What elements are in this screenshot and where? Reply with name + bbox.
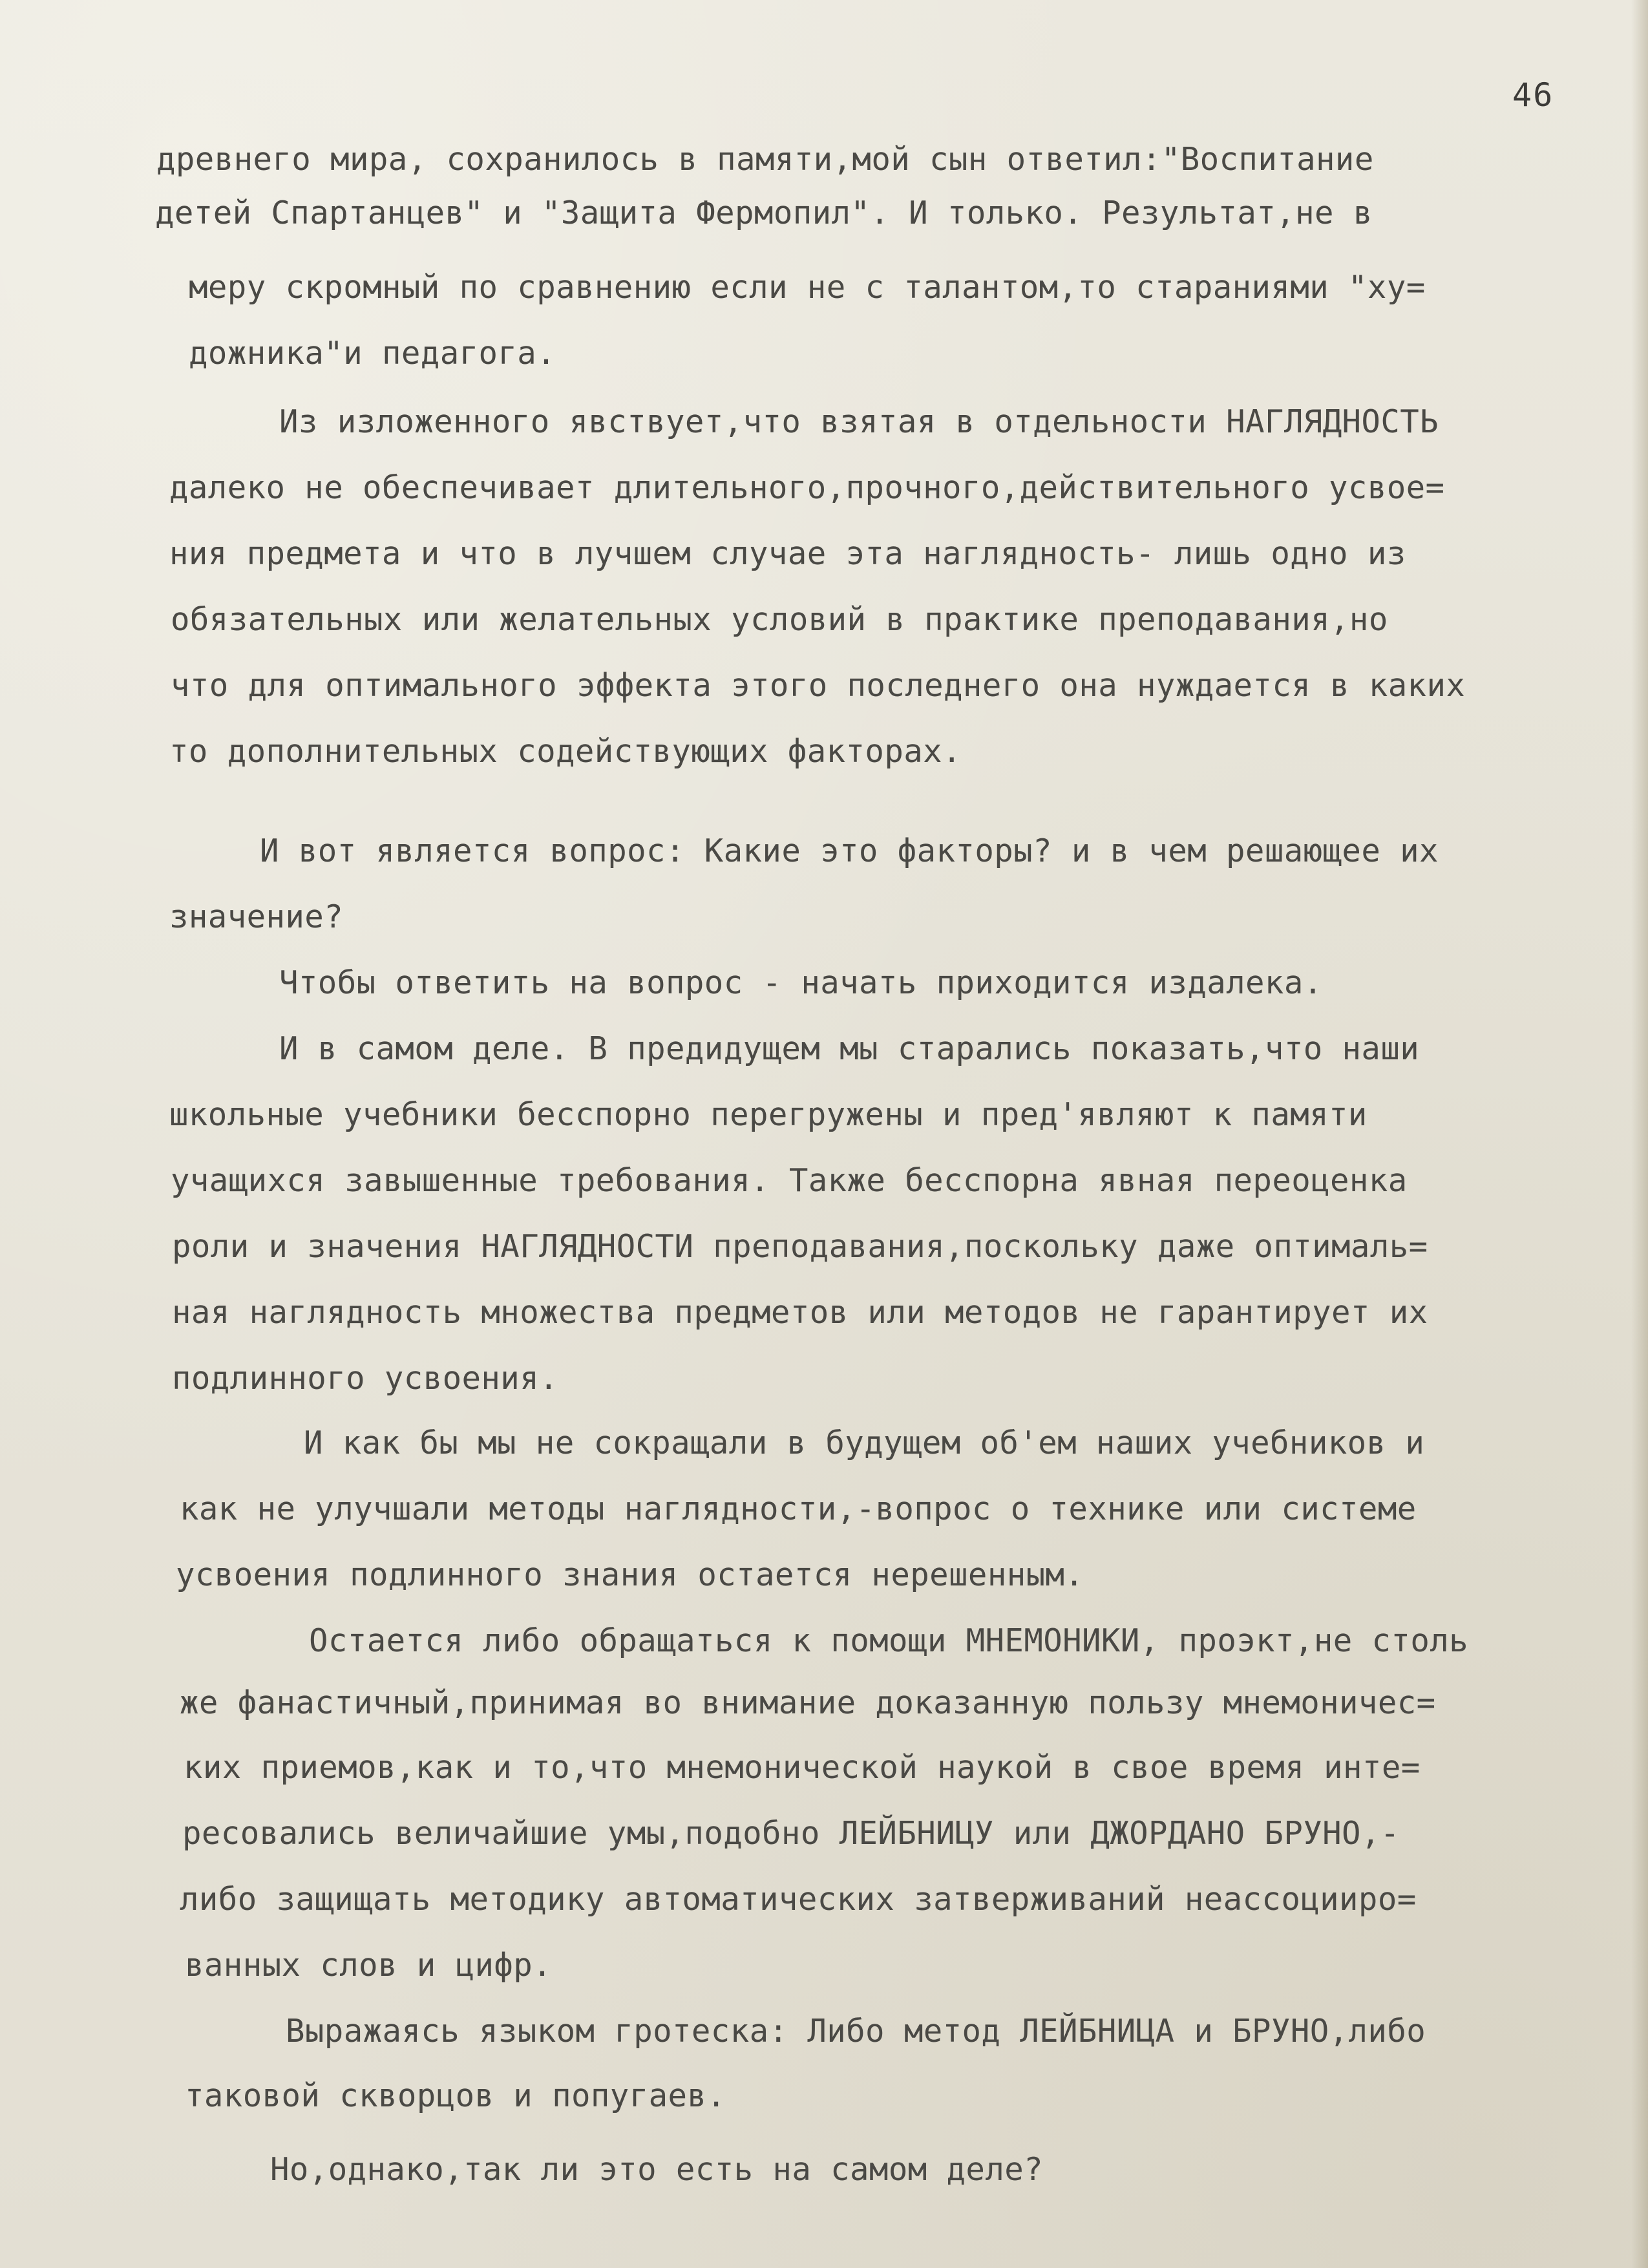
text-line: Выражаясь языком гротеска: Либо метод ЛЕЙБНИЦА и БРУНО,либо <box>286 2013 1426 2050</box>
text-line: детей Спартанцев" и "Защита Фермопил". И только. Результат,не в <box>155 195 1373 231</box>
text-line: ванных слов и цифр. <box>185 1947 553 1984</box>
text-line: ресовались величайшие умы,подобно ЛЕЙБНИЦУ или ДЖОРДАНО БРУНО,- <box>182 1815 1400 1852</box>
text-line: школьные учебники бесспорно перегружены и пред'являют к памяти <box>169 1096 1368 1133</box>
text-line: меру скромный по сравнению если не с талантом,то стараниями "ху= <box>189 269 1426 306</box>
text-line: дожника"и педагога. <box>189 335 556 372</box>
text-line: что для оптимального эффекта этого последнего она нуждается в каких <box>171 667 1466 704</box>
text-line: ких приемов,как и то,что мнемонической наукой в свое время инте= <box>184 1749 1421 1786</box>
text-line: древнего мира, сохранилось в памяти,мой сын ответил:"Воспитание <box>156 141 1374 178</box>
text-line: учащихся завышенные требования. Также бесспорна явная переоценка <box>171 1162 1408 1199</box>
text-line: то дополнительных содействующих факторах. <box>169 733 962 770</box>
text-line: далеко не обеспечивает длительного,прочного,действительного усвое= <box>169 469 1445 506</box>
text-line: роли и значения НАГЛЯДНОСТИ преподавания,поскольку даже оптималь= <box>172 1228 1428 1265</box>
text-line: значение? <box>169 898 344 935</box>
text-line: таковой скворцов и попугаев. <box>185 2077 726 2114</box>
text-line: обязательных или желательных условий в практике преподавания,но <box>171 601 1388 638</box>
text-line: же фанастичный,принимая во внимание доказанную пользу мнемоничес= <box>180 1684 1436 1721</box>
text-line: Из изложенного явствует,что взятая в отдельности НАГЛЯДНОСТЬ <box>279 403 1439 440</box>
text-line: ная наглядность множества предметов или методов не гарантирует их <box>172 1294 1428 1331</box>
text-line: Чтобы ответить на вопрос - начать приходится издалека. <box>279 964 1323 1001</box>
paper-edge-shadow <box>1631 0 1648 2268</box>
text-line: И как бы мы не сокращали в будущем об'ем наших учебников и <box>304 1425 1425 1461</box>
text-line: либо защищать методику автоматических затверживаний неассоциирo= <box>180 1881 1417 1918</box>
text-line: усвоения подлинного знания остается нерешенным. <box>176 1556 1084 1593</box>
text-line: Но,однако,так ли это есть на самом деле? <box>270 2151 1044 2188</box>
text-line: И вот является вопрос: Какие это факторы? и в чем решающее их <box>260 832 1439 869</box>
text-line: Остается либо обращаться к помощи МНЕМОНИКИ, проэкт,не столь <box>309 1622 1469 1659</box>
text-line: ния предмета и что в лучшем случае эта наглядность- лишь одно из <box>169 535 1406 572</box>
page-number: 46 <box>1512 76 1554 114</box>
text-line: подлинного усвоения. <box>172 1360 559 1397</box>
text-line: как не улучшали методы наглядности,-вопрос о технике или системе <box>180 1490 1417 1527</box>
text-line: И в самом деле. В предидущем мы старались показать,что наши <box>279 1030 1420 1067</box>
